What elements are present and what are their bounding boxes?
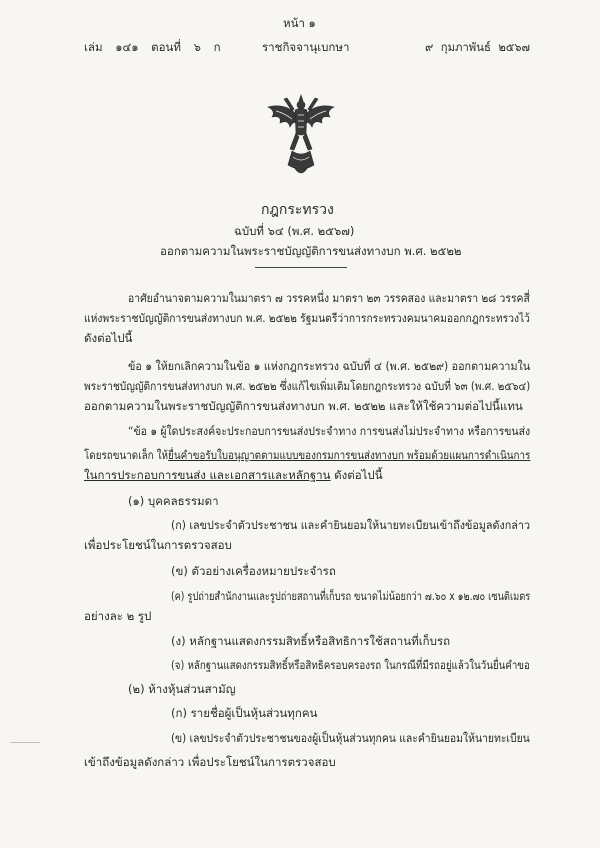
section1-item-c-cont: อย่างละ ๒ รูป bbox=[84, 609, 152, 623]
scan-artifact bbox=[10, 742, 40, 743]
quote-line-2 bbox=[84, 448, 530, 462]
clause1-line-1: ข้อ ๑ ให้ยกเลิกความในข้อ ๑ แห่งกฎกระทรวง ฉบับที่ ๔ (พ.ศ. ๒๕๒๙) ออกตามความใน bbox=[128, 359, 531, 373]
clause1-line-3: ออกตามความในพระราชบัญญัติการขนส่งทางบก พ.ศ. ๒๕๒๒ และให้ใช้ความต่อไปนี้แทน bbox=[84, 399, 523, 413]
section2-item-b: (ข) เลขประจำตัวประชาชนของผู้เป็นหุ้นส่วนทุกคน และคำยินยอมให้นายทะเบียน bbox=[171, 731, 530, 745]
gazette-name: ราชกิจจานุเบกษา bbox=[262, 40, 350, 54]
garuda-emblem-icon bbox=[262, 93, 340, 179]
section1-item-e: (จ) หลักฐานแสดงกรรมสิทธิ์หรือสิทธิครอบครองรถ ในกรณีที่มีรถอยู่แล้วในวันยื่นคำขอ bbox=[171, 658, 530, 672]
section2-item-b-cont: เข้าถึงข้อมูลดังกล่าว เพื่อประโยชน์ในการตรวจสอบ bbox=[84, 755, 336, 769]
section1-item-c: (ค) รูปถ่ายสำนักงานและรูปถ่ายสถานที่เก็บรถ ขนาดไม่น้อยกว่า ๗.๖๐ x ๑๒.๗๐ เซนติเมตร bbox=[171, 589, 531, 603]
section1-item-d: (ง) หลักฐานแสดงกรรมสิทธิ์หรือสิทธิการใช้สถานที่เก็บรถ bbox=[171, 634, 451, 648]
preamble-line-1: อาศัยอำนาจตามความในมาตรา ๗ วรรคหนึ่ง มาตรา ๒๓ วรรคสอง และมาตรา ๒๘ วรรคสี่ bbox=[128, 291, 530, 305]
section1-item-a: (ก) เลขประจำตัวประชาชน และคำยินยอมให้นายทะเบียนเข้าถึงข้อมูลดังกล่าว bbox=[171, 518, 531, 532]
regulation-number: ฉบับที่ ๖๔ (พ.ศ. ๒๕๖๗) bbox=[234, 224, 355, 238]
document-title: กฎกระทรวง bbox=[261, 202, 334, 218]
publication-date: ๙ กุมภาพันธ์ ๒๕๖๗ bbox=[425, 40, 530, 54]
section1-item-a-cont: เพื่อประโยชน์ในการตรวจสอบ bbox=[84, 538, 232, 552]
quote-line-3 bbox=[84, 468, 383, 482]
quote-line-2-start: โดยรถขนาดเล็ก ให้ bbox=[84, 448, 169, 462]
clause1-line-2: พระราชบัญญัติการขนส่งทางบก พ.ศ. ๒๕๒๒ ซึ่งแก้ไขเพิ่มเติมโดยกฎกระทรวง ฉบับที่ ๖๓ (พ.ศ. ๒๕๖๔) bbox=[84, 379, 531, 393]
title-divider bbox=[255, 267, 347, 268]
quote-line-1: “ข้อ ๑ ผู้ใดประสงค์จะประกอบการขนส่งประจำทาง การขนส่งไม่ประจำทาง หรือการขนส่ง bbox=[128, 424, 531, 438]
quote-underlined-documents: ในการประกอบการขนส่ง และเอกสารและหลักฐาน bbox=[84, 468, 331, 482]
quote-underlined-application: ยื่นคำขอรับใบอนุญาตตามแบบของกรมการขนส่งทางบก พร้อมด้วยแผนการดำเนินการ bbox=[168, 448, 531, 462]
section1-heading: (๑) บุคคลธรรมดา bbox=[128, 494, 219, 508]
preamble-line-2: แห่งพระราชบัญญัติการขนส่งทางบก พ.ศ. ๒๕๒๒ รัฐมนตรีว่าการกระทรวงคมนาคมออกกฎกระทรวงไว้ bbox=[84, 311, 530, 325]
issued-under-act: ออกตามความในพระราชบัญญัติการขนส่งทางบก พ.ศ. ๒๕๒๒ bbox=[160, 244, 462, 258]
section1-item-b: (ข) ตัวอย่างเครื่องหมายประจำรถ bbox=[171, 564, 336, 578]
preamble-line-3: ดังต่อไปนี้ bbox=[84, 331, 133, 345]
quote-line-3-end: ดังต่อไปนี้ bbox=[330, 468, 383, 482]
page-number: หน้า ๑ bbox=[283, 16, 316, 30]
section2-item-a: (ก) รายชื่อผู้เป็นหุ้นส่วนทุกคน bbox=[171, 706, 318, 720]
volume-issue: เล่ม ๑๔๑ ตอนที่ ๖ ก bbox=[84, 40, 221, 54]
section2-heading: (๒) ห้างหุ้นส่วนสามัญ bbox=[128, 682, 236, 696]
